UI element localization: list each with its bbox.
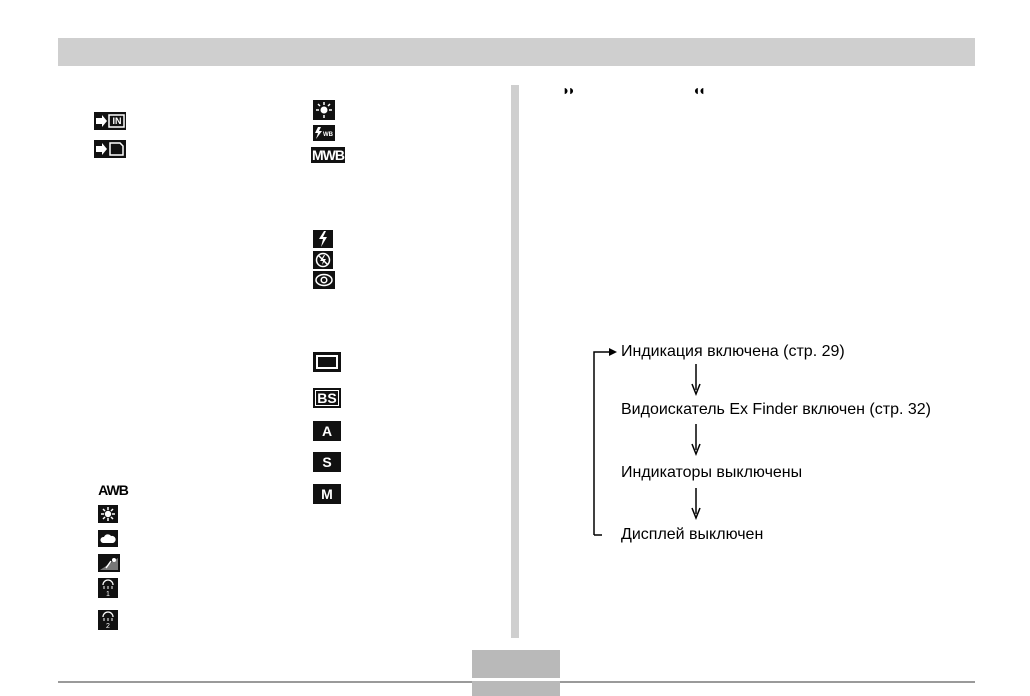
cycle-loop-arrow (588, 340, 618, 545)
indicator-left-marks: ◖◖ (692, 82, 703, 98)
wb-tungsten-icon (313, 100, 335, 120)
down-arrow-3 (690, 488, 702, 520)
mwb-label: MWB (312, 147, 344, 163)
cloudy-icon (98, 530, 118, 547)
s-label: S (322, 454, 332, 470)
flash-wb-icon (313, 125, 335, 141)
flow-step-1: Индикация включена (стр. 29) (621, 343, 845, 360)
svg-text:1: 1 (106, 591, 110, 597)
awb-icon (94, 480, 132, 500)
daylight-icon (98, 505, 118, 523)
m-label: M (321, 486, 333, 502)
header-bar (58, 38, 975, 66)
svg-text:WB: WB (323, 132, 333, 138)
snapshot-mode-icon (313, 352, 341, 372)
red-eye-icon (313, 271, 335, 289)
best-shot-icon (313, 388, 341, 408)
mwb-icon (310, 145, 346, 165)
bs-label: BS (317, 390, 337, 406)
in-label: IN (112, 116, 122, 126)
flow-step-4: Дисплей выключен (621, 526, 764, 543)
svg-text:2: 2 (106, 623, 110, 629)
a-label: A (321, 423, 333, 439)
aperture-priority-icon (313, 421, 341, 441)
fluorescent-2-icon (98, 610, 118, 630)
flash-on-icon (313, 230, 333, 248)
fluorescent-1-icon (98, 578, 118, 598)
shade-icon (98, 554, 120, 572)
awb-label: AWB (98, 482, 128, 498)
page-number-tab (472, 650, 560, 696)
flow-step-2: Видоискатель Ex Finder включен (стр. 32) (621, 401, 931, 418)
shutter-priority-icon (313, 452, 341, 472)
flow-step-3: Индикаторы выключены (621, 464, 803, 481)
down-arrow-1 (690, 364, 702, 396)
down-arrow-2 (690, 424, 702, 456)
save-to-memory-card-icon (94, 140, 126, 158)
flash-off-icon (313, 251, 333, 269)
column-divider (511, 85, 519, 638)
indicator-right-marks: ◗◗ (562, 82, 573, 98)
manual-exposure-icon (313, 484, 341, 504)
